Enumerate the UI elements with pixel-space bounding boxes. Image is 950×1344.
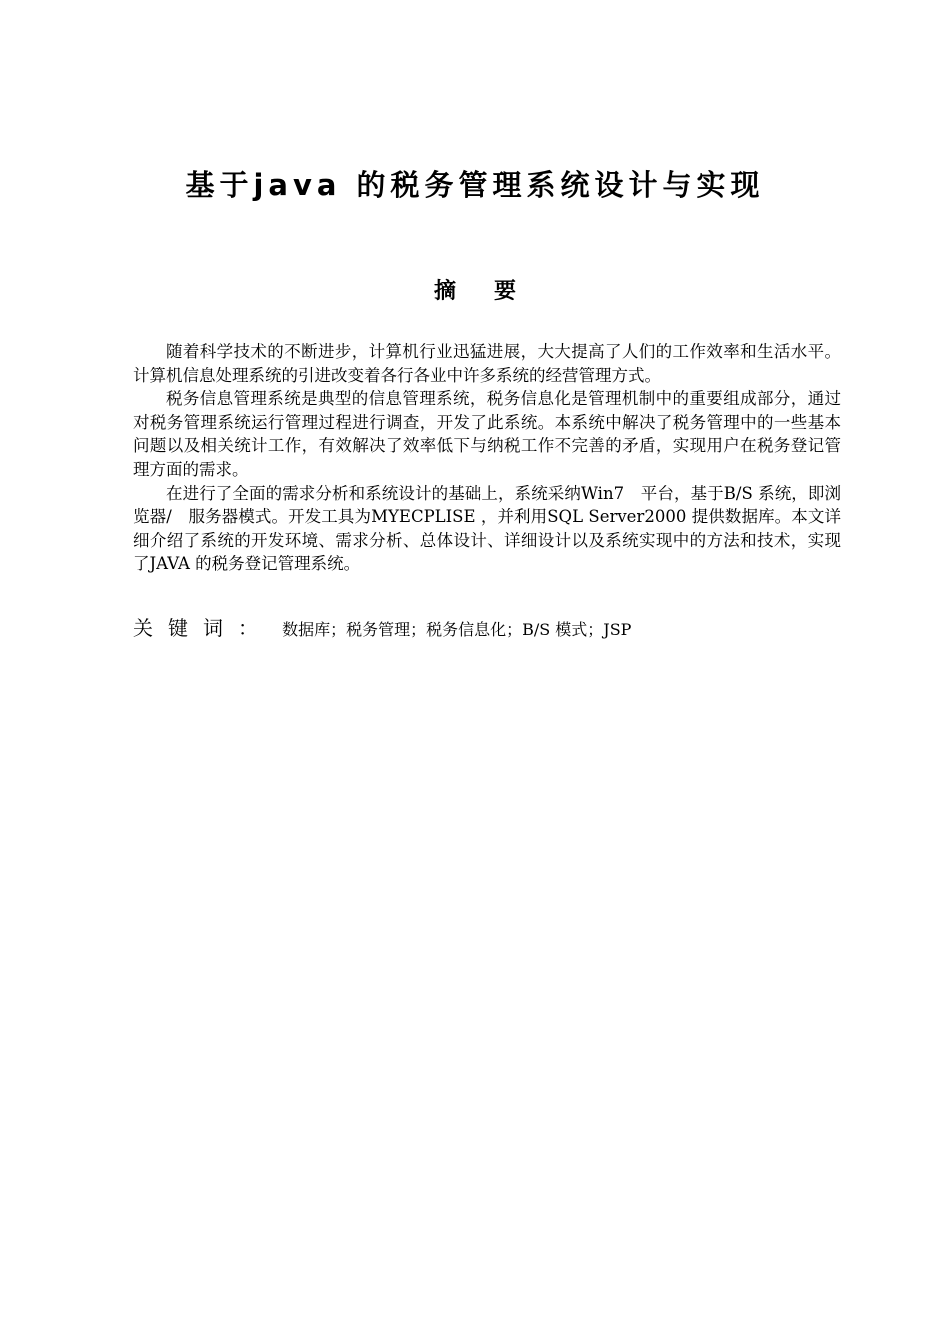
document-title: 基于java 的税务管理系统设计与实现 <box>185 168 765 202</box>
abstract-body <box>133 340 841 576</box>
abstract-paragraph-3: 在进行了全面的需求分析和系统设计的基础上，系统采纳Win7 平台，基于B/S 系统，即浏览器/ 服务器模式。开发工具为MYECPLISE ，并利用SQL Server2000 提供数据库。本文详细介绍了系统的开发环境、需求分析、总体设计、详细设计以及系统实现中的方法和技术，实现了JAVA 的税务登记管理系统。 <box>133 483 841 574</box>
abstract-paragraph-1: 随着科学技术的不断进步，计算机行业迅猛进展，大大提高了人们的工作效率和生活水平。计算机信息处理系统的引进改变着各行各业中许多系统的经营管理方式。 <box>133 342 841 385</box>
abstract-paragraph-2: 税务信息管理系统是典型的信息管理系统，税务信息化是管理机制中的重要组成部分，通过对税务管理系统运行管理过程进行调查，开发了此系统。本系统中解决了税务管理中的一些基本问题以及相关统计工作，有效解决了效率低下与纳税工作不完善的矛盾，实现用户在税务登记管理方面的需求。 <box>133 389 841 479</box>
keywords-text: 数据库；税务管理；税务信息化；B/S 模式；JSP <box>282 620 632 639</box>
abstract-heading: 摘要 <box>433 279 554 304</box>
keywords-label: 关键词： <box>133 616 273 640</box>
keywords-line <box>133 614 841 644</box>
